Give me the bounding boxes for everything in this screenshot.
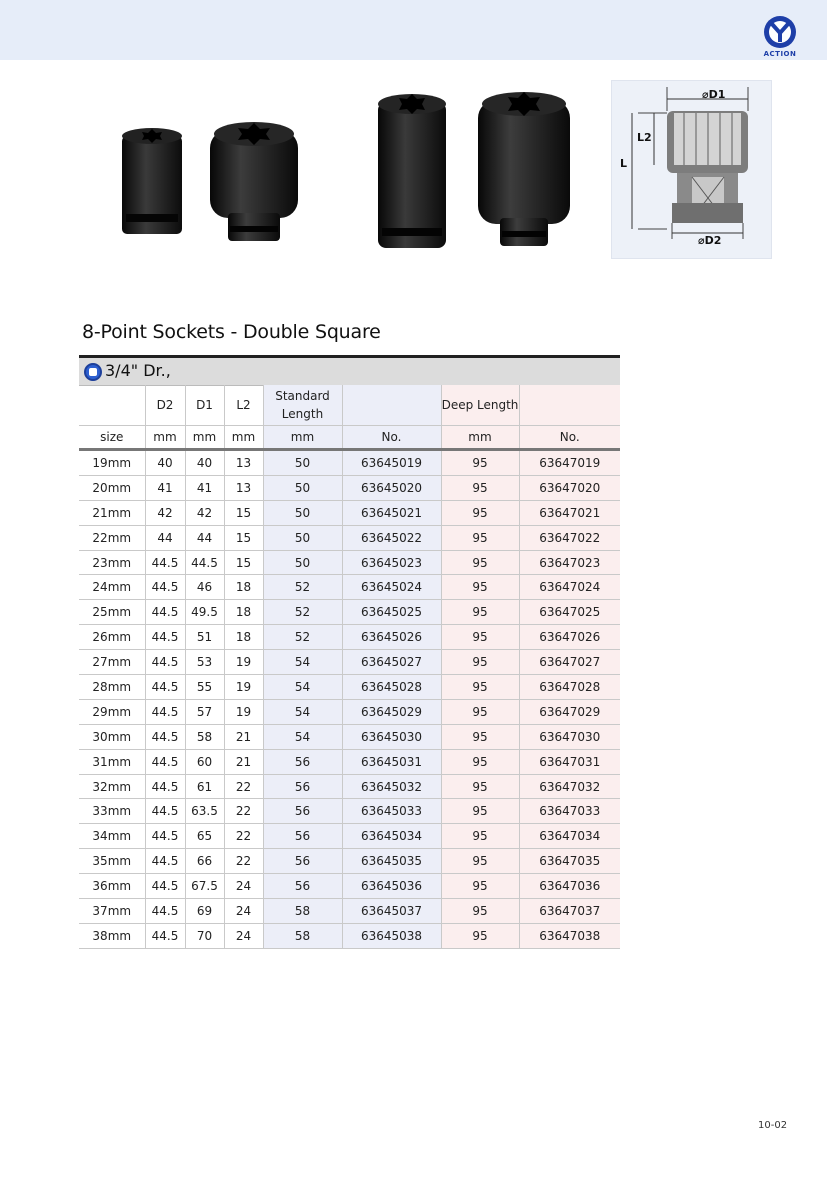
table-cell: 63645026 bbox=[342, 625, 441, 650]
socket-cross-section-drawing bbox=[612, 81, 771, 258]
table-cell: 56 bbox=[263, 749, 342, 774]
specification-table-body bbox=[79, 385, 620, 948]
header-cell: Deep Length bbox=[441, 385, 519, 426]
table-cell: 49.5 bbox=[185, 600, 224, 625]
table-row bbox=[79, 774, 620, 799]
table-cell: 95 bbox=[441, 525, 519, 550]
table-cell: 63647020 bbox=[519, 475, 620, 500]
table-cell: 63647027 bbox=[519, 650, 620, 675]
table-cell: 63647025 bbox=[519, 600, 620, 625]
table-cell: 19 bbox=[224, 699, 263, 724]
table-cell: 44.5 bbox=[145, 874, 185, 899]
table-row bbox=[79, 550, 620, 575]
table-cell: 30mm bbox=[79, 724, 145, 749]
table-cell: 32mm bbox=[79, 774, 145, 799]
table-cell: 41 bbox=[145, 475, 185, 500]
unit-cell: mm bbox=[145, 426, 185, 450]
table-cell: 13 bbox=[224, 450, 263, 476]
l-label: L bbox=[620, 157, 628, 170]
table-cell: 95 bbox=[441, 450, 519, 476]
table-cell: 95 bbox=[441, 724, 519, 749]
table-cell: 27mm bbox=[79, 650, 145, 675]
header-cell bbox=[519, 385, 620, 426]
header-cell: D1 bbox=[185, 385, 224, 426]
table-cell: 15 bbox=[224, 525, 263, 550]
table-cell: 63.5 bbox=[185, 799, 224, 824]
header-cell: L2 bbox=[224, 385, 263, 426]
table-cell: 58 bbox=[185, 724, 224, 749]
table-cell: 95 bbox=[441, 500, 519, 525]
unit-cell: No. bbox=[342, 426, 441, 450]
table-cell: 41 bbox=[185, 475, 224, 500]
table-cell: 63647038 bbox=[519, 923, 620, 948]
table-cell: 34mm bbox=[79, 824, 145, 849]
table-cell: 15 bbox=[224, 550, 263, 575]
table-cell: 44.5 bbox=[145, 675, 185, 700]
table-row bbox=[79, 475, 620, 500]
table-cell: 63645021 bbox=[342, 500, 441, 525]
table-cell: 38mm bbox=[79, 923, 145, 948]
table-cell: 57 bbox=[185, 699, 224, 724]
drive-bullet-icon bbox=[84, 363, 102, 381]
table-cell: 95 bbox=[441, 675, 519, 700]
table-cell: 60 bbox=[185, 749, 224, 774]
table-cell: 31mm bbox=[79, 749, 145, 774]
table-cell: 50 bbox=[263, 450, 342, 476]
table-cell: 95 bbox=[441, 874, 519, 899]
table-cell: 42 bbox=[145, 500, 185, 525]
table-cell: 23mm bbox=[79, 550, 145, 575]
table-cell: 44.5 bbox=[145, 799, 185, 824]
table-cell: 95 bbox=[441, 849, 519, 874]
table-cell: 29mm bbox=[79, 699, 145, 724]
table-cell: 63645019 bbox=[342, 450, 441, 476]
table-cell: 40 bbox=[185, 450, 224, 476]
table-cell: 63647030 bbox=[519, 724, 620, 749]
logo-text: ACTION bbox=[763, 50, 797, 58]
table-cell: 95 bbox=[441, 475, 519, 500]
table-cell: 63645030 bbox=[342, 724, 441, 749]
table-cell: 51 bbox=[185, 625, 224, 650]
table-cell: 44.5 bbox=[145, 724, 185, 749]
table-cell: 42 bbox=[185, 500, 224, 525]
table-cell: 50 bbox=[263, 500, 342, 525]
table-cell: 63645022 bbox=[342, 525, 441, 550]
table-cell: 63645027 bbox=[342, 650, 441, 675]
table-row bbox=[79, 849, 620, 874]
table-cell: 19mm bbox=[79, 450, 145, 476]
table-cell: 63645025 bbox=[342, 600, 441, 625]
table-cell: 95 bbox=[441, 575, 519, 600]
table-row bbox=[79, 675, 620, 700]
table-row bbox=[79, 699, 620, 724]
table-row bbox=[79, 575, 620, 600]
large-standard-socket-image bbox=[206, 118, 302, 248]
table-cell: 63645024 bbox=[342, 575, 441, 600]
table-cell: 63645035 bbox=[342, 849, 441, 874]
table-cell: 63645034 bbox=[342, 824, 441, 849]
table-cell: 24 bbox=[224, 874, 263, 899]
table-cell: 56 bbox=[263, 799, 342, 824]
table-cell: 63645023 bbox=[342, 550, 441, 575]
table-cell: 44.5 bbox=[145, 899, 185, 924]
table-cell: 63647034 bbox=[519, 824, 620, 849]
table-cell: 18 bbox=[224, 575, 263, 600]
table-cell: 63647023 bbox=[519, 550, 620, 575]
table-cell: 54 bbox=[263, 675, 342, 700]
table-cell: 56 bbox=[263, 874, 342, 899]
table-cell: 67.5 bbox=[185, 874, 224, 899]
dimension-diagram bbox=[611, 80, 772, 259]
table-row bbox=[79, 749, 620, 774]
table-cell: 95 bbox=[441, 625, 519, 650]
table-cell: 95 bbox=[441, 550, 519, 575]
header-row-labels bbox=[79, 385, 620, 426]
table-cell: 21 bbox=[224, 724, 263, 749]
table-cell: 54 bbox=[263, 724, 342, 749]
table-cell: 95 bbox=[441, 899, 519, 924]
table-cell: 95 bbox=[441, 923, 519, 948]
table-cell: 44.5 bbox=[145, 749, 185, 774]
table-cell: 13 bbox=[224, 475, 263, 500]
unit-cell: mm bbox=[224, 426, 263, 450]
large-deep-socket-image bbox=[474, 88, 574, 250]
header-band bbox=[0, 0, 827, 60]
table-cell: 63645029 bbox=[342, 699, 441, 724]
table-cell: 44.5 bbox=[145, 824, 185, 849]
page-number: 10-02 bbox=[758, 1120, 788, 1131]
table-cell: 21mm bbox=[79, 500, 145, 525]
table-cell: 50 bbox=[263, 475, 342, 500]
table-cell: 44.5 bbox=[145, 923, 185, 948]
table-cell: 22mm bbox=[79, 525, 145, 550]
table-cell: 63645037 bbox=[342, 899, 441, 924]
logo-emblem-icon bbox=[757, 14, 803, 50]
table-cell: 19 bbox=[224, 675, 263, 700]
unit-cell: mm bbox=[185, 426, 224, 450]
table-cell: 18 bbox=[224, 625, 263, 650]
table-cell: 21 bbox=[224, 749, 263, 774]
table-row bbox=[79, 625, 620, 650]
table-cell: 35mm bbox=[79, 849, 145, 874]
table-cell: 44.5 bbox=[145, 575, 185, 600]
table-cell: 44.5 bbox=[145, 849, 185, 874]
table-cell: 22 bbox=[224, 824, 263, 849]
table-cell: 63647026 bbox=[519, 625, 620, 650]
table-cell: 63647031 bbox=[519, 749, 620, 774]
table-cell: 95 bbox=[441, 699, 519, 724]
table-cell: 26mm bbox=[79, 625, 145, 650]
table-cell: 44.5 bbox=[185, 550, 224, 575]
table-row bbox=[79, 874, 620, 899]
table-cell: 44.5 bbox=[145, 774, 185, 799]
unit-cell: No. bbox=[519, 426, 620, 450]
table-cell: 61 bbox=[185, 774, 224, 799]
table-cell: 95 bbox=[441, 774, 519, 799]
table-cell: 65 bbox=[185, 824, 224, 849]
small-deep-socket-image bbox=[374, 90, 450, 250]
brand-logo bbox=[757, 14, 803, 62]
header-cell bbox=[342, 385, 441, 426]
table-cell: 19 bbox=[224, 650, 263, 675]
table-cell: 63647037 bbox=[519, 899, 620, 924]
table-row bbox=[79, 650, 620, 675]
header-cell bbox=[79, 385, 145, 426]
section-title: 8-Point Sockets - Double Square bbox=[82, 321, 381, 343]
table-cell: 24 bbox=[224, 899, 263, 924]
table-cell: 24mm bbox=[79, 575, 145, 600]
l2-label: L2 bbox=[637, 131, 652, 144]
table-row bbox=[79, 824, 620, 849]
table-cell: 56 bbox=[263, 824, 342, 849]
table-row bbox=[79, 600, 620, 625]
table-cell: 95 bbox=[441, 824, 519, 849]
table-cell: 63647022 bbox=[519, 525, 620, 550]
table-cell: 22 bbox=[224, 799, 263, 824]
table-row bbox=[79, 500, 620, 525]
table-cell: 40 bbox=[145, 450, 185, 476]
header-row-units bbox=[79, 426, 620, 450]
table-cell: 44.5 bbox=[145, 699, 185, 724]
table-cell: 46 bbox=[185, 575, 224, 600]
table-cell: 20mm bbox=[79, 475, 145, 500]
d1-label: ⌀D1 bbox=[702, 88, 726, 101]
table-cell: 22 bbox=[224, 774, 263, 799]
table-cell: 52 bbox=[263, 575, 342, 600]
drive-size-label: 3/4" Dr., bbox=[105, 361, 171, 380]
table-cell: 95 bbox=[441, 650, 519, 675]
table-cell: 56 bbox=[263, 849, 342, 874]
table-cell: 36mm bbox=[79, 874, 145, 899]
specification-table bbox=[79, 385, 620, 949]
table-cell: 54 bbox=[263, 699, 342, 724]
table-cell: 55 bbox=[185, 675, 224, 700]
table-cell: 44.5 bbox=[145, 550, 185, 575]
table-cell: 44.5 bbox=[145, 625, 185, 650]
table-cell: 63647028 bbox=[519, 675, 620, 700]
table-cell: 66 bbox=[185, 849, 224, 874]
table-cell: 56 bbox=[263, 774, 342, 799]
table-row bbox=[79, 724, 620, 749]
table-row bbox=[79, 923, 620, 948]
table-cell: 50 bbox=[263, 525, 342, 550]
table-cell: 53 bbox=[185, 650, 224, 675]
table-cell: 58 bbox=[263, 899, 342, 924]
table-cell: 63645020 bbox=[342, 475, 441, 500]
header-cell: D2 bbox=[145, 385, 185, 426]
table-cell: 63645038 bbox=[342, 923, 441, 948]
table-cell: 63645036 bbox=[342, 874, 441, 899]
table-cell: 63647019 bbox=[519, 450, 620, 476]
table-cell: 63645031 bbox=[342, 749, 441, 774]
table-cell: 22 bbox=[224, 849, 263, 874]
table-cell: 63647021 bbox=[519, 500, 620, 525]
table-cell: 63647032 bbox=[519, 774, 620, 799]
table-cell: 44 bbox=[185, 525, 224, 550]
unit-cell: mm bbox=[441, 426, 519, 450]
table-cell: 63647035 bbox=[519, 849, 620, 874]
table-cell: 33mm bbox=[79, 799, 145, 824]
table-cell: 44 bbox=[145, 525, 185, 550]
d2-label: ⌀D2 bbox=[698, 234, 722, 247]
table-cell: 28mm bbox=[79, 675, 145, 700]
table-cell: 18 bbox=[224, 600, 263, 625]
table-row bbox=[79, 799, 620, 824]
drive-size-bar bbox=[79, 358, 620, 386]
table-cell: 44.5 bbox=[145, 650, 185, 675]
table-cell: 58 bbox=[263, 923, 342, 948]
table-cell: 52 bbox=[263, 600, 342, 625]
table-cell: 95 bbox=[441, 749, 519, 774]
table-row bbox=[79, 899, 620, 924]
table-cell: 69 bbox=[185, 899, 224, 924]
small-standard-socket-image bbox=[118, 126, 188, 246]
table-cell: 15 bbox=[224, 500, 263, 525]
table-cell: 54 bbox=[263, 650, 342, 675]
header-cell: Standard Length bbox=[263, 385, 342, 426]
table-cell: 63645032 bbox=[342, 774, 441, 799]
table-cell: 50 bbox=[263, 550, 342, 575]
table-row bbox=[79, 525, 620, 550]
table-row bbox=[79, 450, 620, 476]
unit-cell: size bbox=[79, 426, 145, 450]
table-cell: 63645033 bbox=[342, 799, 441, 824]
table-cell: 63647029 bbox=[519, 699, 620, 724]
table-cell: 52 bbox=[263, 625, 342, 650]
table-cell: 95 bbox=[441, 799, 519, 824]
table-cell: 70 bbox=[185, 923, 224, 948]
table-cell: 63647033 bbox=[519, 799, 620, 824]
unit-cell: mm bbox=[263, 426, 342, 450]
table-cell: 24 bbox=[224, 923, 263, 948]
table-cell: 63647024 bbox=[519, 575, 620, 600]
table-cell: 25mm bbox=[79, 600, 145, 625]
table-cell: 37mm bbox=[79, 899, 145, 924]
table-cell: 63647036 bbox=[519, 874, 620, 899]
table-cell: 95 bbox=[441, 600, 519, 625]
table-cell: 44.5 bbox=[145, 600, 185, 625]
table-cell: 63645028 bbox=[342, 675, 441, 700]
